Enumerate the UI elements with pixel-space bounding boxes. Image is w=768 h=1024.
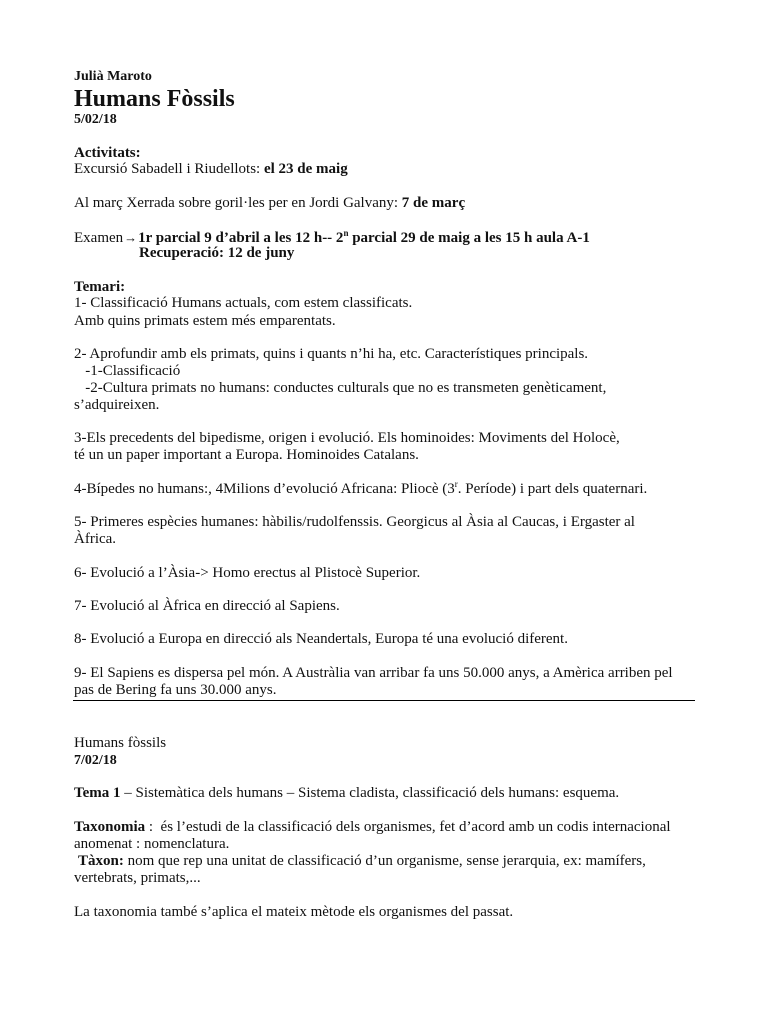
- exam-superscript: n: [343, 228, 349, 238]
- activity-excursion-text: Excursió Sabadell i Riudellots:: [74, 161, 264, 177]
- syllabus-item-3-line-2: té un un paper important a Europa. Hominoides Catalans.: [74, 447, 419, 463]
- section-divider: [73, 700, 695, 701]
- syllabus-item-3-line-1: 3-Els precedents del bipedisme, origen i evolució. Els hominoides: Moviments del Holocè,: [74, 430, 620, 446]
- syllabus-item-2-line-1: 2- Aprofundir amb els primats, quins i quants n’hi ha, etc. Característiques principals.: [74, 346, 589, 362]
- session-title: Humans fòssils: [74, 735, 167, 751]
- syllabus-item-1-line-1: 1- Classificació Humans actuals, com estem classificats.: [74, 295, 413, 311]
- syllabus-item-6: 6- Evolució a l’Àsia-> Homo erectus al Plistocè Superior.: [74, 565, 421, 581]
- syllabus-item-7: 7- Evolució al Àfrica en direcció al Sapiens.: [74, 598, 340, 614]
- activities-heading: Activitats:: [74, 145, 141, 161]
- syllabus-item-4: [74, 481, 647, 498]
- syllabus-item-9-line-1: 9- El Sapiens es dispersa pel món. A Austràlia van arribar fa uns 50.000 anys, a Amèrica arriben pel: [74, 665, 673, 681]
- page-title: Humans Fòssils: [74, 86, 235, 112]
- taxonomy-text: : és l’estudi de la classificació dels organismes, fet d’acord amb un codis internacional: [145, 819, 671, 835]
- session-date: 7/02/18: [74, 753, 117, 768]
- taxonomy-definition: [74, 819, 671, 836]
- exam-recovery: Recuperació: 12 de juny: [139, 245, 295, 261]
- activity-excursion-date: el 23 de maig: [263, 161, 348, 177]
- syllabus-item-2-line-2: -1-Classificació: [74, 363, 181, 379]
- tema-1: [74, 785, 619, 802]
- taxonomy-definition-line-2: anomenat : nomenclatura.: [74, 836, 230, 852]
- taxon-definition-line-2: vertebrats, primats,...: [74, 870, 201, 886]
- taxon-label: Tàxon:: [78, 853, 124, 869]
- syllabus-item-4-superscript: r: [454, 479, 458, 489]
- tema-label: Tema 1: [74, 785, 121, 801]
- tema-text: – Sistemàtica dels humans – Sistema cladista, classificació dels humans: esquema.: [120, 785, 620, 801]
- syllabus-item-1-line-2: Amb quins primats estem més emparentats.: [74, 313, 336, 329]
- taxon-text: nom que rep una unitat de classificació d’un organisme, sense jerarquia, ex: mamífers,: [123, 853, 646, 869]
- exam-label: Examen: [74, 230, 124, 246]
- activity-talk-date: 7 de març: [401, 195, 466, 211]
- syllabus-item-4-text-b: . Període) i part dels quaternari.: [457, 481, 648, 497]
- activity-talk: [74, 195, 465, 212]
- syllabus-item-8: 8- Evolució a Europa en direcció als Neandertals, Europa té una evolució diferent.: [74, 631, 568, 647]
- syllabus-item-5-line-1: 5- Primeres espècies humanes: hàbilis/rudolfenssis. Georgicus al Àsia al Caucas, i Ergaster al: [74, 514, 635, 530]
- syllabus-item-9-line-2: pas de Bering fa uns 30.000 anys.: [74, 682, 277, 698]
- taxonomy-label: Taxonomia: [74, 819, 146, 835]
- activity-excursion: [74, 161, 348, 178]
- syllabus-item-4-text-a: 4-Bípedes no humans:, 4Milions d’evolució Africana: Pliocè (3: [74, 481, 455, 497]
- exam-part1: 1r parcial 9 d’abril a les 12 h-- 2: [138, 230, 344, 246]
- closing-paragraph: La taxonomia també s’aplica el mateix mètode els organismes del passat.: [74, 904, 514, 920]
- activity-talk-text: Al març Xerrada sobre goril·les per en Jordi Galvany:: [74, 195, 402, 211]
- syllabus-item-2-line-4: s’adquireixen.: [74, 397, 160, 413]
- exam-part2: parcial 29 de maig a les 15 h aula A-1: [348, 230, 590, 246]
- syllabus-item-5-line-2: Àfrica.: [74, 531, 117, 547]
- syllabus-heading: Temari:: [74, 279, 126, 295]
- taxon-definition: [78, 853, 646, 870]
- arrow-right-icon: →: [124, 230, 138, 245]
- author: Julià Maroto: [74, 69, 152, 84]
- syllabus-item-2-line-3: -2-Cultura primats no humans: conductes culturals que no es transmeten genèticament,: [74, 380, 607, 396]
- date: 5/02/18: [74, 112, 117, 127]
